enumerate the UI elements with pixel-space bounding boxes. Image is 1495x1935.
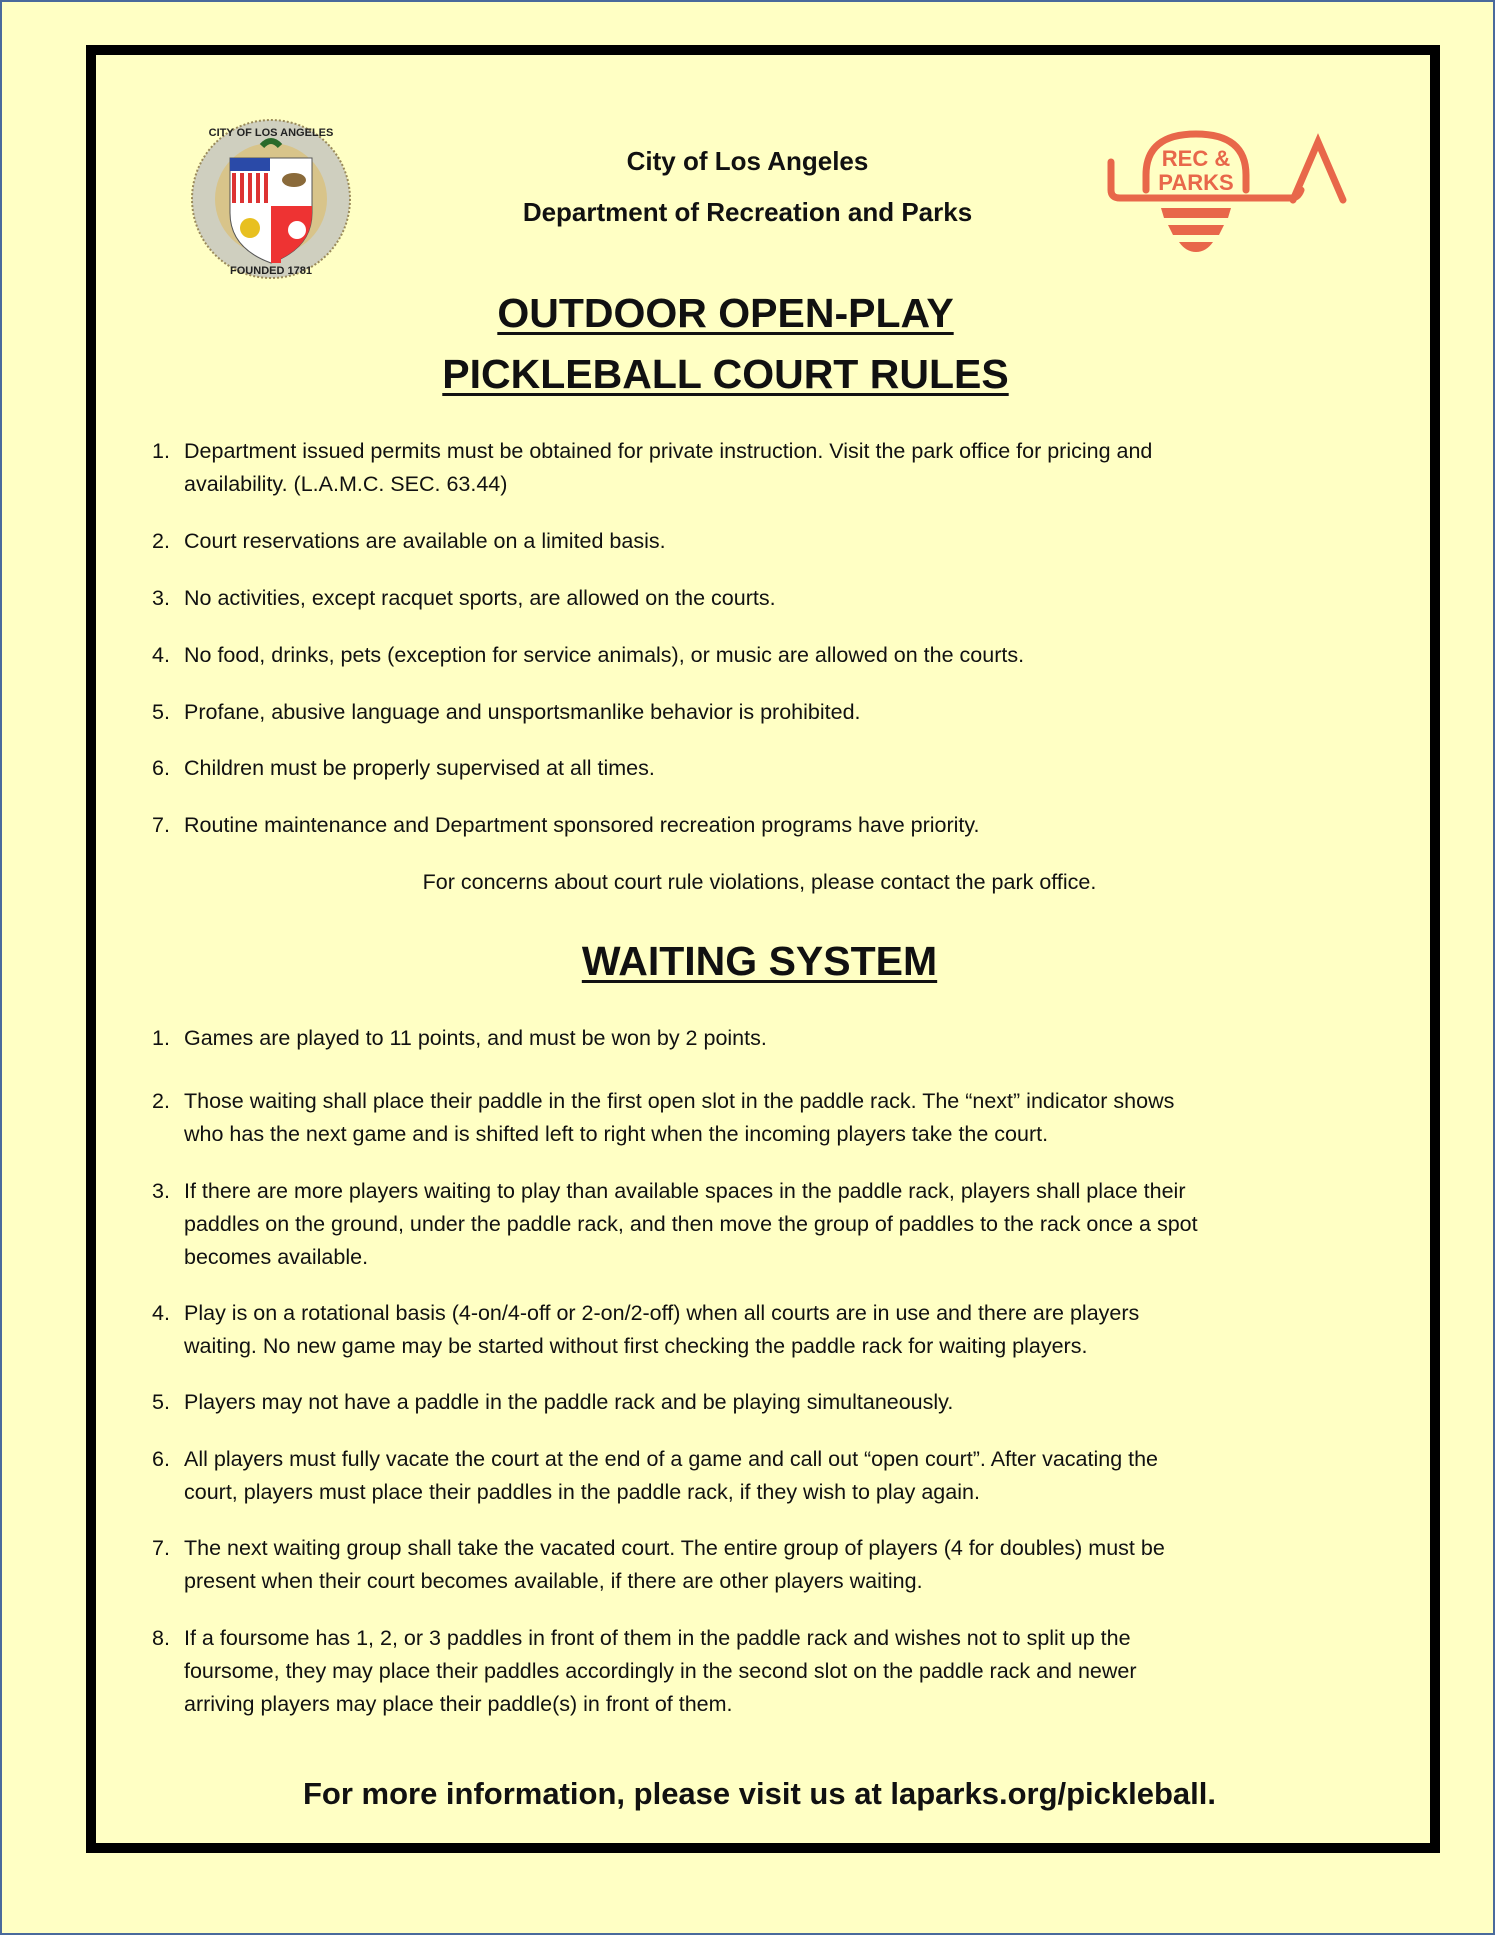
item-text-line: court, players must place their paddles in the paddle rack, if they wish to play again. (184, 1480, 980, 1504)
item-text-line: Players may not have a paddle in the paddle rack and be playing simultaneously. (184, 1390, 954, 1414)
rules-title-line1: OUTDOOR OPEN-PLAY (497, 290, 954, 336)
header-department: Department of Recreation and Parks (522, 197, 973, 227)
item-text-line: No activities, except racquet sports, are allowed on the courts. (184, 586, 776, 610)
item-text (184, 1622, 1137, 1721)
item-text (184, 1085, 1174, 1151)
item-number: 5. (152, 700, 170, 724)
waiting-system-title: WAITING SYSTEM (581, 938, 938, 984)
item-text-line: paddles on the ground, under the paddle rack, and then move the group of paddles to the rack once a spot (184, 1212, 1198, 1236)
item-text (184, 1386, 953, 1419)
item-number: 8. (152, 1626, 170, 1650)
item-text-line: present when their court becomes available, if there are other players waiting. (184, 1569, 923, 1593)
item-number: 2. (152, 1089, 170, 1113)
item-text-line: Games are played to 11 points, and must be won by 2 points. (184, 1026, 767, 1050)
item-text-line: arriving players may place their paddle(s) in front of them. (184, 1692, 733, 1716)
item-number: 3. (152, 1179, 170, 1203)
item-text-line: If a foursome has 1, 2, or 3 paddles in front of them in the paddle rack and wishes not to split up the (184, 1626, 1131, 1650)
item-text-line: Profane, abusive language and unsportsmanlike behavior is prohibited. (184, 700, 861, 724)
item-number: 7. (152, 1536, 170, 1560)
item-text (184, 435, 1152, 501)
item-number: 6. (152, 1447, 170, 1471)
rules-title-line2: PICKLEBALL COURT RULES (442, 351, 1009, 397)
item-text-line: Department issued permits must be obtained for private instruction. Visit the park office for pricing and (184, 439, 1153, 463)
svg-text:CITY OF LOS ANGELES: CITY OF LOS ANGELES (208, 127, 334, 139)
item-text-line: waiting. No new game may be started without first checking the paddle rack for waiting players. (184, 1334, 1088, 1358)
item-text-line: availability. (L.A.M.C. SEC. 63.44) (184, 472, 508, 496)
item-text-line: The next waiting group shall take the vacated court. The entire group of players (4 for doubles) must be (184, 1536, 1165, 1560)
rules-contact-note: For concerns about court rule violations, please contact the park office. (422, 870, 1097, 894)
footer-info: For more information, please visit us at laparks.org/pickleball. (302, 1776, 1217, 1811)
item-number: 1. (152, 439, 170, 463)
item-text-line: No food, drinks, pets (exception for service animals), or music are allowed on the courts. (184, 643, 1025, 667)
item-text (184, 1175, 1198, 1274)
item-number: 4. (152, 1301, 170, 1325)
item-text (184, 1022, 767, 1055)
svg-text:FOUNDED 1781: FOUNDED 1781 (230, 265, 312, 277)
item-text (184, 752, 655, 785)
item-text-line: Children must be properly supervised at all times. (184, 756, 655, 780)
item-text (184, 582, 776, 615)
item-text-line: who has the next game and is shifted left to right when the incoming players take the court. (184, 1122, 1049, 1146)
item-text-line: becomes available. (184, 1245, 369, 1269)
item-number: 7. (152, 813, 170, 837)
item-number: 3. (152, 586, 170, 610)
svg-text:PARKS: PARKS (1158, 170, 1234, 195)
header-city: City of Los Angeles (626, 146, 869, 176)
item-text-line: Court reservations are available on a limited basis. (184, 529, 666, 553)
item-text (184, 639, 1024, 672)
item-text (184, 809, 980, 842)
item-text-line: Routine maintenance and Department sponsored recreation programs have priority. (184, 813, 980, 837)
item-text (184, 525, 666, 558)
item-number: 1. (152, 1026, 170, 1050)
item-text-line: Play is on a rotational basis (4-on/4-off or 2-on/2-off) when all courts are in use and there are players (184, 1301, 1140, 1325)
item-text (184, 1297, 1139, 1363)
item-text-line: If there are more players waiting to play than available spaces in the paddle rack, players shall place their (184, 1179, 1186, 1203)
item-text (184, 1443, 1158, 1509)
item-text-line: Those waiting shall place their paddle in the first open slot in the paddle rack. The “next” indicator shows (184, 1089, 1175, 1113)
svg-text:REC &: REC & (1161, 146, 1231, 171)
item-number: 2. (152, 529, 170, 553)
item-number: 6. (152, 756, 170, 780)
item-text-line: All players must fully vacate the court at the end of a game and call out “open court”. After vacating the (184, 1447, 1159, 1471)
item-text (184, 1532, 1165, 1598)
item-number: 5. (152, 1390, 170, 1414)
item-text-line: foursome, they may place their paddles accordingly in the second slot on the paddle rack and newer (184, 1659, 1137, 1683)
item-number: 4. (152, 643, 170, 667)
item-text (184, 696, 861, 729)
